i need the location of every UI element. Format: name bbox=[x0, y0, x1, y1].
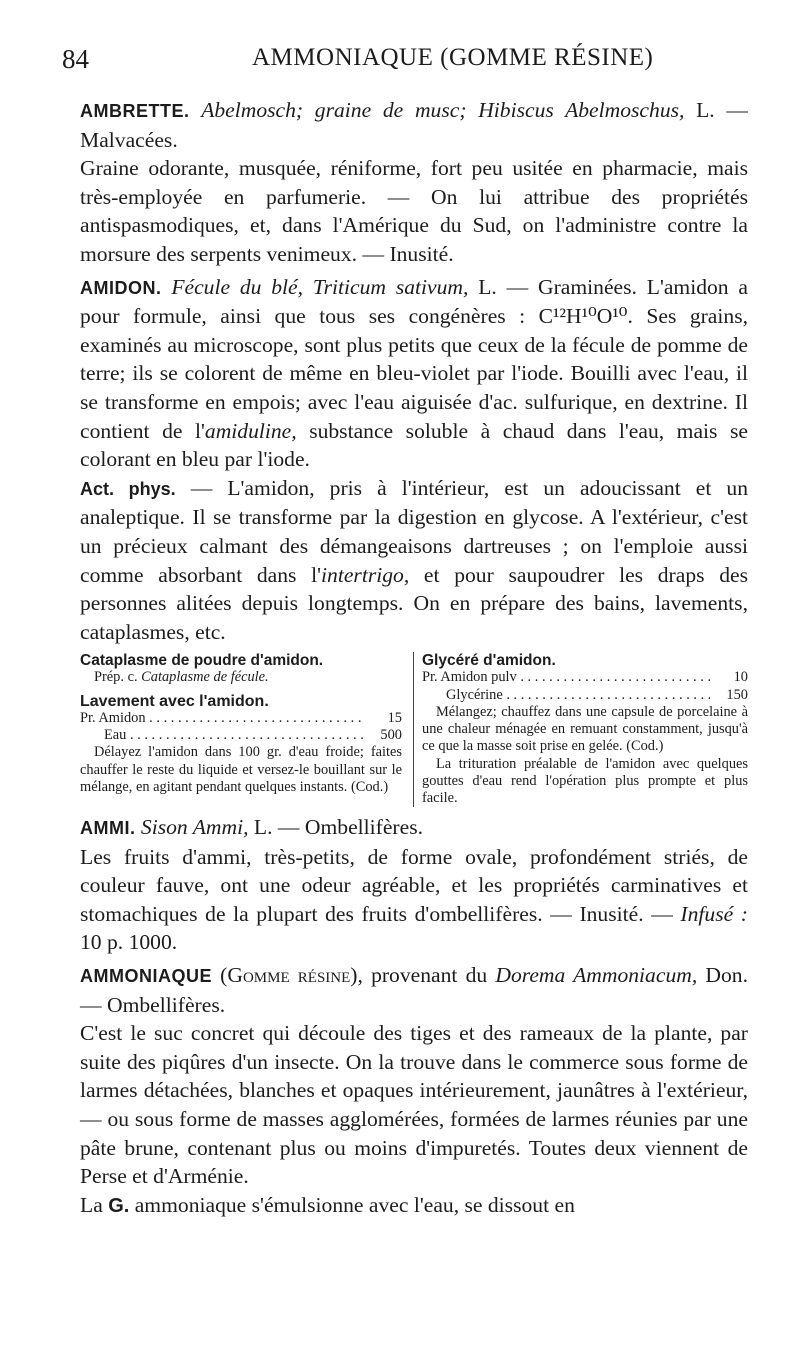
family-ammi: L. — Ombellifères. bbox=[253, 815, 424, 840]
act-phys-text-2: et pour saupoudrer les draps des personnes alitées depuis longtemps. On en prépare des bains, lavements, cataplasmes, etc. bbox=[80, 562, 748, 644]
cataplasme-prep bbox=[80, 669, 402, 686]
latin-name-ammoniaque: Dorema Ammoniacum, bbox=[495, 963, 698, 988]
infuse-value: 10 p. 1000. bbox=[80, 930, 178, 955]
page-header bbox=[62, 44, 752, 84]
ingredient-qty: 500 bbox=[380, 727, 402, 744]
ammoniaque-text-0: provenant du bbox=[371, 963, 488, 988]
entry-ammi bbox=[80, 813, 748, 843]
headword-amidon: AMIDON. bbox=[80, 277, 162, 298]
amiduline-term: amiduline, bbox=[204, 418, 297, 443]
entry-ammi-text bbox=[80, 843, 748, 957]
ammi-text: Les fruits d'ammi, très-petits, de forme ovale, profondément striés, de couleur fauve, ont une odeur agréable, et les propriétés carminatives et stomachiques de la plupart des fruits d'ombellifères. — Inusité. — bbox=[80, 844, 748, 926]
headword-ammoniaque: AMMONIAQUE bbox=[80, 966, 212, 987]
amidon-formula: C¹²H¹⁰O¹⁰. bbox=[538, 304, 633, 329]
formulas-right-column bbox=[413, 652, 748, 807]
ammoniaque-text-2-start: La bbox=[80, 1192, 103, 1217]
amidon-text-1: L'amidon a pour formule, ainsi que tous ses congénères : bbox=[80, 274, 748, 329]
entry-ambrette-heading bbox=[80, 96, 748, 154]
headword-ammi: AMMI. bbox=[80, 818, 136, 839]
cataplasme-title: Cataplasme de poudre d'amidon. bbox=[80, 652, 324, 670]
ingredient-label: Pr. Amidon pulv . . . bbox=[422, 669, 710, 686]
subhead-ammoniaque: (Gomme résine), bbox=[220, 963, 363, 988]
ammoniaque-text-2 bbox=[80, 1191, 748, 1221]
amidon-text-3: substance soluble à chaud dans l'eau, mais se colorant en bleu par l'iode. bbox=[80, 418, 748, 472]
cataplasme-ref: Cataplasme de fécule. bbox=[141, 669, 269, 686]
latin-name-amidon: Fécule du blé, Triticum sativum, bbox=[171, 274, 469, 299]
family-amidon: L. — Graminées. bbox=[478, 274, 637, 299]
lavement-instructions: Délayez l'amidon dans 100 gr. d'eau froide; faites chauffer le reste du liquide et versez-le bouillant sur le mélange, en agitant pendant quelques instants. (Cod.) bbox=[80, 744, 402, 795]
intertrigo-term: intertrigo, bbox=[321, 562, 410, 587]
ingredient-label: Glycérine . . . bbox=[446, 687, 710, 704]
ingredient-label: Pr. Amidon . . . bbox=[80, 710, 364, 727]
act-phys-label: Act. phys. bbox=[80, 478, 176, 499]
ingredient-qty: 10 bbox=[733, 669, 748, 686]
glycere-note: La trituration préalable de l'amidon avec quelques gouttes d'eau rend l'opération plus prompte et plus facile. bbox=[422, 755, 748, 806]
dictionary-entries bbox=[80, 96, 748, 1220]
amidon-text-2: Ses grains, examinés au microscope, sont plus petits que ceux de la fécule de pomme de terre; ils se colorent de même en bleu-violet par l'iode. Bouilli avec l'eau, il se transforme en empois; avec l'eau aiguisée d'ac. sulfurique, en dextrine. Il contient de l' bbox=[80, 304, 748, 443]
ammoniaque-text-2-rest: ammoniaque s'émulsionne avec l'eau, se dissout en bbox=[134, 1192, 575, 1217]
ingredient-qty: 150 bbox=[726, 686, 748, 703]
family-ammoniaque: Don. — Ombellifères. bbox=[80, 963, 748, 1017]
glycere-ingredient-row bbox=[422, 687, 748, 704]
lavement-ingredient-row bbox=[80, 710, 402, 727]
latin-name-ambrette: Abelmosch; graine de musc; Hibiscus Abelmoschus, bbox=[201, 98, 685, 122]
headword-ambrette: AMBRETTE. bbox=[80, 101, 190, 121]
glycere-instructions: Mélangez; chauffez dans une capsule de porcelaine à une chaleur ménagée en remuant constamment, jusqu'à ce que la masse soit prise en gelée. (Cod.) bbox=[422, 703, 748, 755]
cataplasme-prep-label: Prép. c. bbox=[94, 669, 138, 686]
glycere-ingredient-row bbox=[422, 669, 748, 686]
lavement-title: Lavement avec l'amidon. bbox=[80, 692, 269, 710]
amidon-act-phys bbox=[80, 474, 748, 647]
running-title: AMMONIAQUE (GOMME RÉSINE) bbox=[252, 44, 654, 71]
lavement-ingredient-row bbox=[80, 727, 402, 744]
glycere-title: Glycéré d'amidon. bbox=[422, 652, 556, 670]
act-phys-text-1: — L'amidon, pris à l'intérieur, est un adoucissant et un analeptique. Il se transforme par la digestion en glycose. A l'extérieur, c'est un précieux calmant des démangeaisons dartreuses ; on l'emploie aussi comme absorbant dans l' bbox=[80, 475, 748, 587]
formulas-left-column bbox=[80, 652, 402, 807]
family-ambrette: L. — Malvacées. bbox=[80, 98, 748, 152]
page-number: 84 bbox=[62, 44, 89, 74]
formulas-columns bbox=[80, 652, 748, 807]
ingredient-label: Eau . . . bbox=[104, 727, 364, 744]
ammoniaque-text-1: C'est le suc concret qui découle des tiges et des rameaux de la plante, par suite des piqûres d'un insecte. On la trouve dans le commerce sous forme de larmes détachées, blanches et opaques intérieurement, jaunâtres à l'extérieur, — ou sous forme de masses agglomérées, formées de larmes réunies par une pâte brune, contenant plus ou moins d'impuretés. Toutes deux viennent de Perse et d'Arménie. bbox=[80, 1021, 748, 1189]
ammoniaque-g-label: G. bbox=[108, 1194, 130, 1217]
infuse-label: Infusé : bbox=[680, 901, 748, 926]
entry-ammoniaque bbox=[80, 961, 748, 1019]
entry-ambrette-text: Graine odorante, musquée, réniforme, fort peu usitée en pharmacie, mais très-employée en parfumerie. — On lui attribue des propriétés antispasmodiques, et, dans l'Amérique du Sud, on l'administre contre la morsure des serpents venimeux. — Inusité. bbox=[80, 156, 748, 266]
ingredient-qty: 15 bbox=[387, 709, 402, 726]
latin-name-ammi: Sison Ammi, bbox=[140, 815, 249, 840]
entry-amidon bbox=[80, 273, 748, 474]
